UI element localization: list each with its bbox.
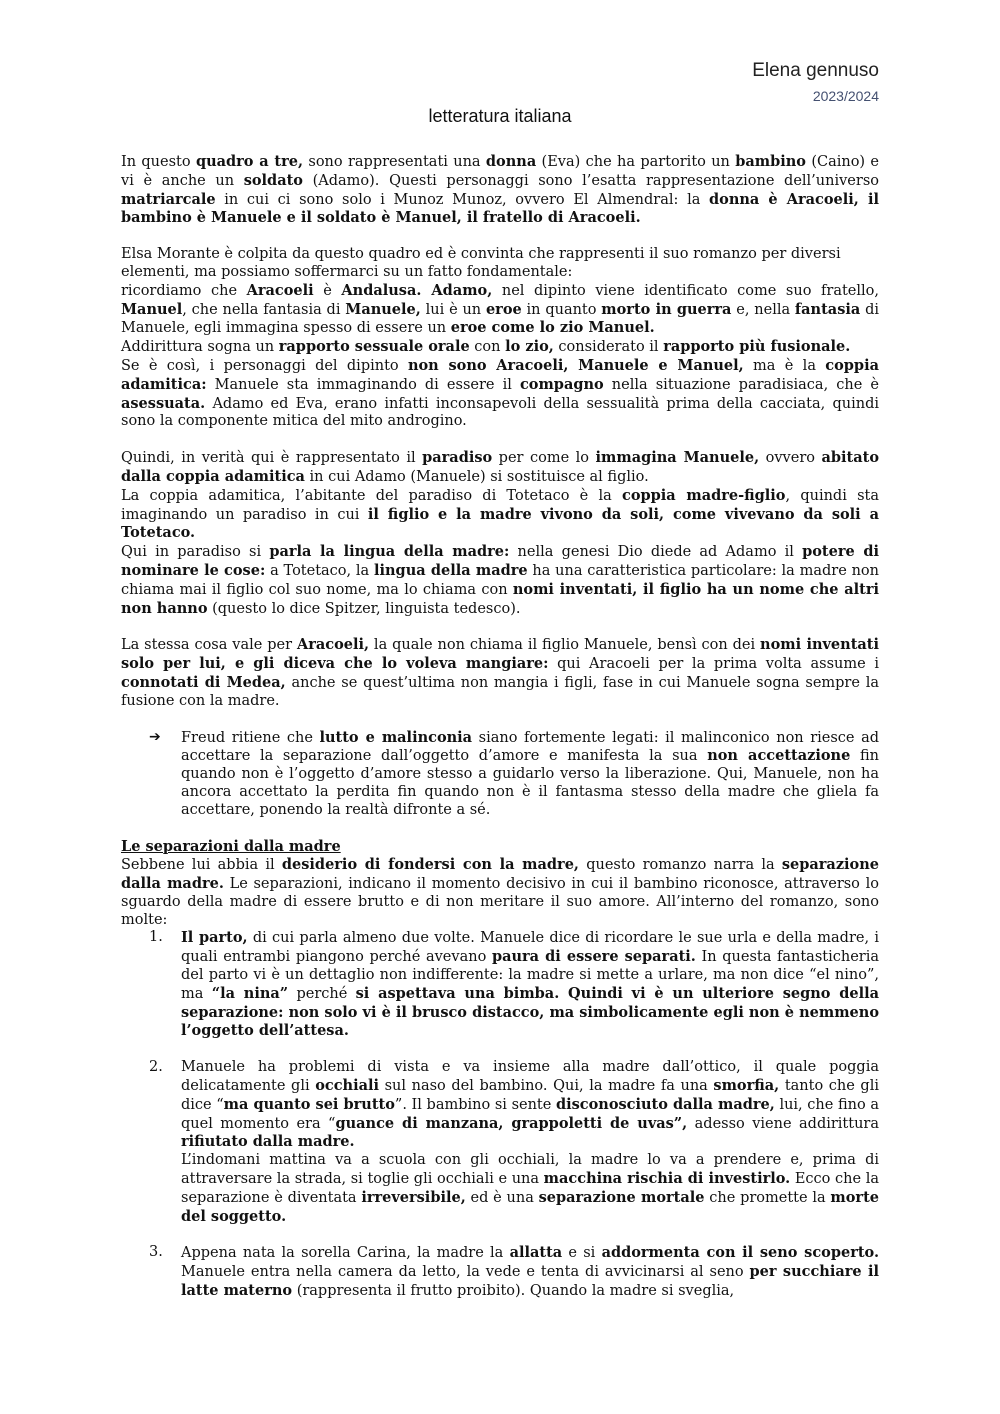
author-name: Elena gennuso [752, 60, 879, 81]
list-item [149, 1059, 879, 1226]
list-number: 3. [149, 1244, 163, 1261]
section-heading: Le separazioni dalla madre [121, 837, 341, 855]
arrow-bullet-item [149, 729, 879, 820]
paragraph-9: La stessa cosa vale per Aracoeli, la quale non chiama il figlio Manuele, bensì con dei nomi inventati solo per lui, e gli diceva che lo voleva mangiare: qui Aracoeli per la prima volta assume i connotati di Medea, anche se quest’ultima non mangia i figli, fase in cui Manuele sogna sempre la fusione con la madre. [121, 636, 880, 709]
list-number: 2. [149, 1059, 163, 1076]
paragraph-2: Elsa Morante è colpita da questo quadro ed è convinta che rappresenti il suo romanzo per diversi elementi, ma possiamo soffermarci su un fatto fondamentale: [121, 246, 841, 280]
arrow-bullet-text: Freud ritiene che lutto e malinconia siano fortemente legati: il malinconico non riesce ad accettare la separazione dall’oggetto d’amore e manifesta la sua non accettazione fin quando non è l’oggetto d’amore stesso a guidarlo verso la liberazione. Qui, Manuele, non ha ancora accettato la perdita fin quando non è il fantasma stesso della madre che gliela fa accettare, ponendo la realtà difronte a sé. [181, 728, 879, 818]
list-number: 1. [149, 929, 163, 946]
list-item-text: Il parto, di cui parla almeno due volte. Manuele dice di ricordare le sue urla e della madre, i quali entrambi piangono perché avevano paura di essere separati. In questa fantasticheria del parto vi è un dettaglio non indifferente: la madre si mette a urlare, ma non dice “el nino”, ma “la nina” perché si aspettava una bimba. Quindi vi è un ulteriore segno della separazione: non solo vi è il brusco distacco, ma simbolicamente egli non è nemmeno l’oggetto dell’attesa. [181, 929, 879, 1040]
paragraph-6: Quindi, in verità qui è rappresentato il paradiso per come lo immagina Manuele, ovvero abitato dalla coppia adamitica in cui Adamo (Manuele) si sostituisce al figlio. [121, 449, 879, 485]
list-item-text: Manuele ha problemi di vista e va insieme alla madre dall’ottico, il quale poggia delicatamente gli occhiali sul naso del bambino. Qui, la madre fa una smorfia, tanto che gli dice “ma quanto sei brutto”. Il bambino si sente disconosciuto dalla madre, lui, che fino a quel momento era “guance di manzana, grappoletti de uvas”, adesso viene addirittura rifiutato dalla madre. [181, 1059, 879, 1151]
paragraph-1: In questo quadro a tre, sono rappresentati una donna (Eva) che ha partorito un bambino (Caino) e vi è anche un soldato (Adamo). Questi personaggi sono l’esatta rappresentazione dell’universo matriarcale in cui ci sono solo i Munoz Munoz, ovvero El Almendral: la donna è Aracoeli, il bambino è Manuele e il soldato è Manuel, il fratello di Aracoeli. [121, 153, 880, 227]
list-item [149, 1244, 879, 1300]
paragraph-8: Qui in paradiso si parla la lingua della madre: nella genesi Dio diede ad Adamo il potere di nominare le cose: a Totetaco, la lingua della madre ha una caratteristica particolare: la madre non chiama mai il figlio col suo nome, ma lo chiama con nomi inventati, il figlio ha un nome che altri non hanno (questo lo dice Spitzer, linguista tedesco). [121, 543, 879, 617]
list-item-text: Appena nata la sorella Carina, la madre la allatta e si addormenta con il seno scoperto. Manuele entra nella camera da letto, la vede e tenta di avvicinarsi al seno per succhiare il latte materno (rappresenta il frutto proibito). Quando la madre si sveglia, [181, 1244, 879, 1300]
section-intro: Sebbene lui abbia il desiderio di fondersi con la madre, questo romanzo narra la separazione dalla madre. Le separazioni, indicano il momento decisivo in cui il bambino riconosce, attraverso lo sguardo della madre di essere brutto e di non meritare il suo amore. All’interno del romanzo, sono molte: [121, 856, 879, 928]
academic-year: 2023/2024 [812, 88, 879, 104]
document-title: letteratura italiana [428, 106, 572, 126]
paragraph-5: Se è così, i personaggi del dipinto non sono Aracoeli, Manuele e Manuel, ma è la coppia adamitica: Manuele sta immaginando di essere il compagno nella situazione paradisiaca, che è asessuata. Adamo ed Eva, erano infatti inconsapevoli della sessualità prima della cacciata, quindi sono la componente mitica del mito androgino. [121, 356, 880, 430]
list-item-text-continued: L’indomani mattina va a scuola con gli occhiali, la madre lo va a prendere e, prima di attraversare la strada, si toglie gli occhiali e una macchina rischia di investirlo. Ecco che la separazione è diventata irreversibile, ed è una separazione mortale che promette la morte del soggetto. [181, 1152, 879, 1225]
document-body [121, 153, 879, 1301]
paragraph-4: Addirittura sogna un rapporto sessuale orale con lo zio, considerato il rapporto più fusionale. [121, 338, 851, 356]
arrow-right-icon: ➔ [149, 728, 161, 745]
paragraph-3: ricordiamo che Aracoeli è Andalusa. Adamo, nel dipinto viene identificato come suo fratello, Manuel, che nella fantasia di Manuele, lui è un eroe in quanto morto in guerra e, nella fantasia di Manuele, egli immagina spesso di essere un eroe come lo zio Manuel. [121, 281, 879, 337]
paragraph-7: La coppia adamitica, l’abitante del paradiso di Totetaco è la coppia madre-figlio, quindi sta imaginando un paradiso in cui il figlio e la madre vivono da soli, come vivevano da soli a Totetaco. [121, 486, 879, 542]
list-item [149, 929, 879, 1041]
